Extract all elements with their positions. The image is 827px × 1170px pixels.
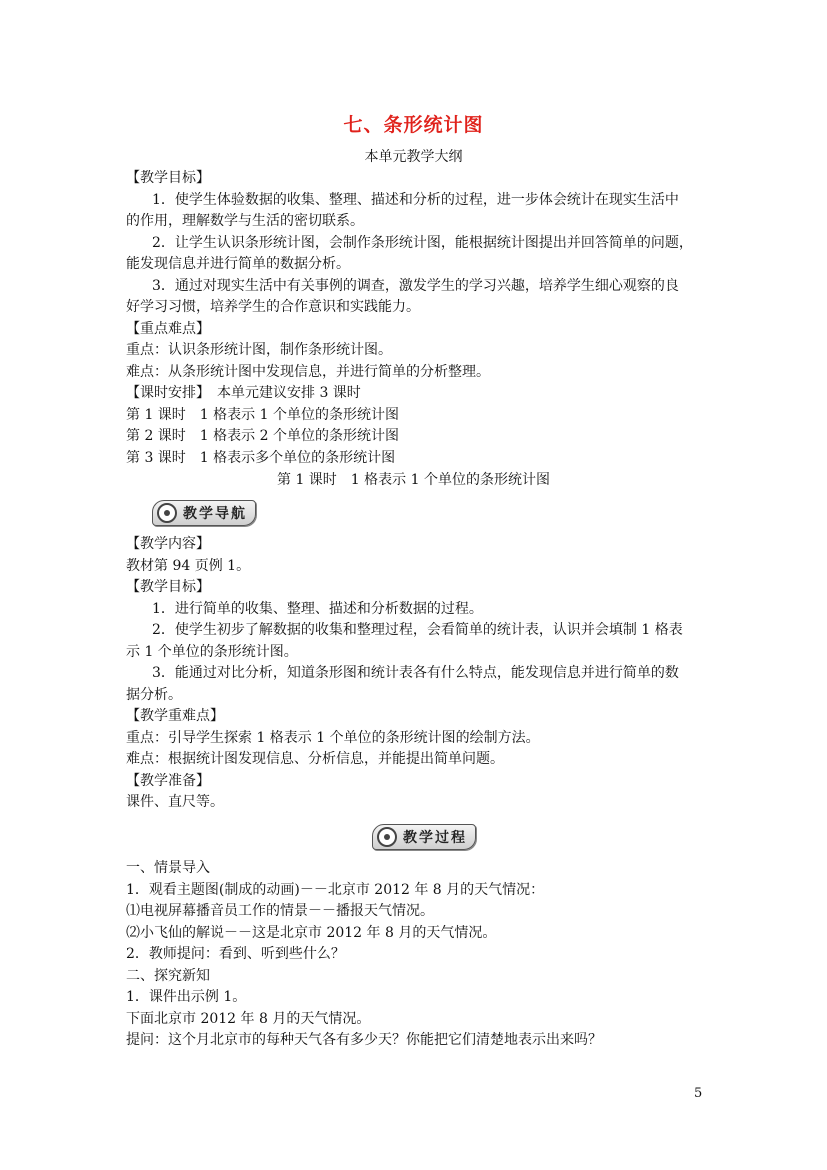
lesson-title: 第 1 课时 1 格表示 1 个单位的条形统计图 xyxy=(277,472,550,488)
list-item: 第 3 课时 1 格表示多个单位的条形统计图 xyxy=(126,450,396,466)
paragraph: 难点：根据统计图发现信息、分析信息，并能提出简单问题。 xyxy=(126,751,504,767)
paragraph: 下面北京市 2012 年 8 月的天气情况。 xyxy=(126,1011,371,1027)
paragraph: 能发现信息并进行简单的数据分析。 xyxy=(126,256,350,272)
teaching-guide-badge xyxy=(152,500,256,526)
pencil-icon xyxy=(377,827,397,847)
teaching-process-badge xyxy=(372,824,476,850)
section-heading: 【教学内容】 xyxy=(126,536,210,552)
paragraph: 重点：引导学生探索 1 格表示 1 个单位的条形统计图的绘制方法。 xyxy=(126,730,540,746)
section-heading: 【教学重难点】 xyxy=(126,708,224,724)
unit-outline-heading: 本单元教学大纲 xyxy=(364,149,463,165)
page-number: 5 xyxy=(694,1086,703,1101)
paragraph: 3．通过对现实生活中有关事例的调查，激发学生的学习兴趣，培养学生细心观察的良 xyxy=(152,278,679,294)
paragraph: 示 1 个单位的条形统计图。 xyxy=(126,644,298,660)
paragraph: 提问：这个月北京市的每种天气各有多少天？你能把它们清楚地表示出来吗？ xyxy=(126,1032,602,1048)
paragraph: ⑵小飞仙的解说－－这是北京市 2012 年 8 月的天气情况。 xyxy=(126,925,497,941)
paragraph: 的作用，理解数学与生活的密切联系。 xyxy=(126,213,364,229)
paragraph: 2．使学生初步了解数据的收集和整理过程，会看简单的统计表，认识并会填制 1 格表 xyxy=(152,622,683,638)
section-heading: 【课时安排】 本单元建议安排 3 课时 xyxy=(126,385,361,401)
section-heading: 【教学目标】 xyxy=(126,579,210,595)
paragraph: 1．课件出示例 1。 xyxy=(126,989,247,1005)
paragraph: 课件、直尺等。 xyxy=(126,794,224,810)
section-heading: 【教学目标】 xyxy=(126,170,210,186)
paragraph: ⑴电视屏幕播音员工作的情景－－播报天气情况。 xyxy=(126,903,434,919)
badge-label: 教学过程 xyxy=(403,830,467,846)
paragraph: 1．进行简单的收集、整理、描述和分析数据的过程。 xyxy=(152,601,483,617)
chapter-title: 七、条形统计图 xyxy=(343,114,484,136)
paragraph: 难点：从条形统计图中发现信息，并进行简单的分析整理。 xyxy=(126,364,490,380)
list-item: 第 2 课时 1 格表示 2 个单位的条形统计图 xyxy=(126,428,399,444)
paragraph: 1．使学生体验数据的收集、整理、描述和分析的过程，进一步体会统计在现实生活中 xyxy=(152,192,679,208)
compass-icon xyxy=(157,503,177,523)
paragraph: 3．能通过对比分析，知道条形图和统计表各有什么特点，能发现信息并进行简单的数 xyxy=(152,665,679,681)
section-heading: 一、情景导入 xyxy=(126,860,210,876)
paragraph: 据分析。 xyxy=(126,687,182,703)
paragraph: 2．让学生认识条形统计图，会制作条形统计图，能根据统计图提出并回答简单的问题， xyxy=(152,235,693,251)
paragraph: 好学习习惯，培养学生的合作意识和实践能力。 xyxy=(126,299,420,315)
section-heading: 【重点难点】 xyxy=(126,321,210,337)
paragraph: 1．观看主题图(制成的动画)－－北京市 2012 年 8 月的天气情况： xyxy=(126,882,545,898)
paragraph: 重点：认识条形统计图，制作条形统计图。 xyxy=(126,342,392,358)
list-item: 第 1 课时 1 格表示 1 个单位的条形统计图 xyxy=(126,407,399,423)
section-heading: 【教学准备】 xyxy=(126,773,210,789)
paragraph: 教材第 94 页例 1。 xyxy=(126,558,251,574)
section-heading: 二、探究新知 xyxy=(126,968,210,984)
badge-label: 教学导航 xyxy=(183,506,247,522)
paragraph: 2．教师提问：看到、听到些什么？ xyxy=(126,946,345,962)
